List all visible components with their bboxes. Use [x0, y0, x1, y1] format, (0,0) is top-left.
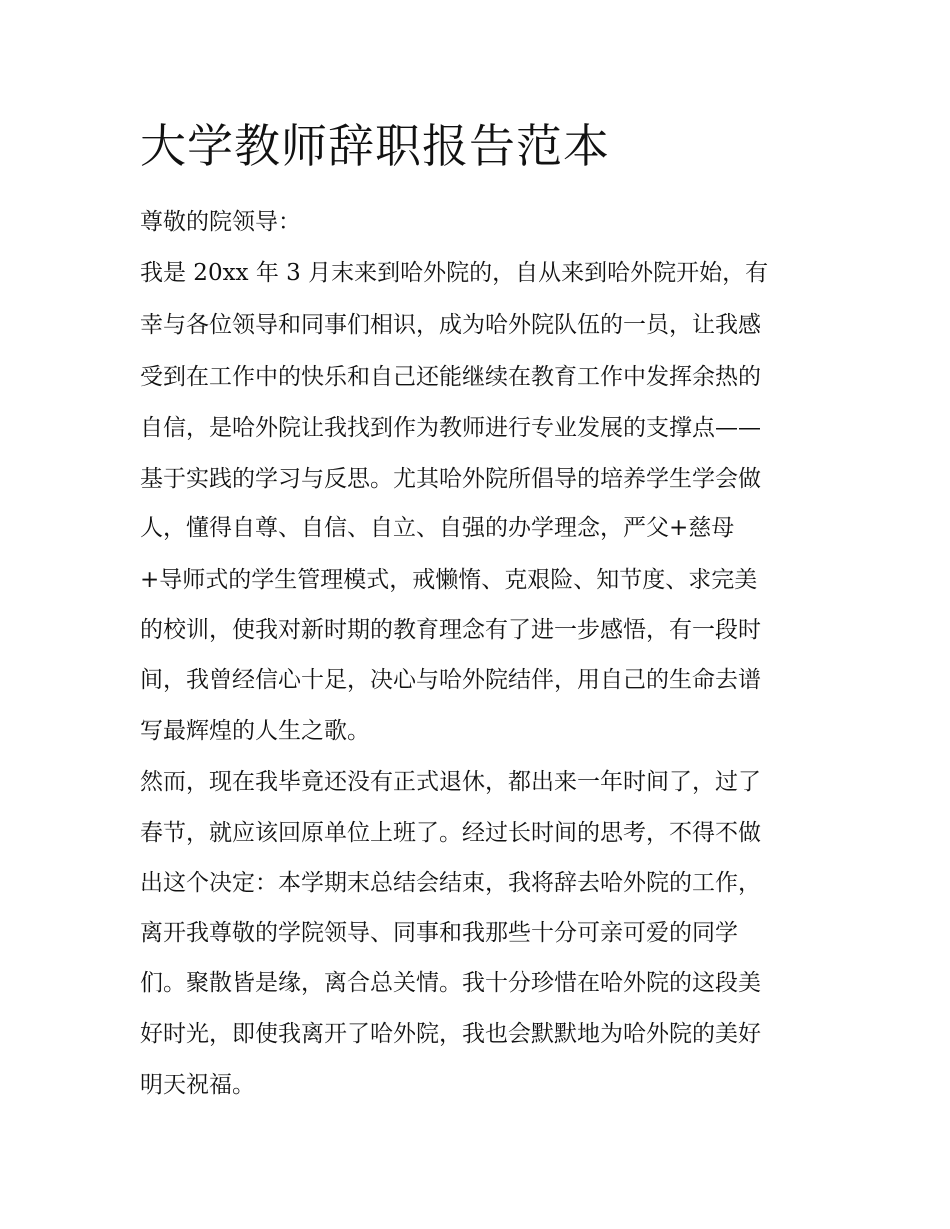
paragraph-line: 幸与各位领导和同事们相识，成为哈外院队伍的一员，让我感 [140, 312, 761, 338]
paragraph-line: 春节，就应该回原单位上班了。经过长时间的思考，不得不做 [140, 820, 761, 846]
paragraph-line: 们。聚散皆是缘，离合总关情。我十分珍惜在哈外院的这段美 [140, 970, 761, 996]
paragraph-line: 基于实践的学习与反思。尤其哈外院所倡导的培养学生学会做 [140, 466, 761, 492]
document-title: 大学教师辞职报告范本 [140, 119, 610, 173]
paragraph-line: +导师式的学生管理模式，戒懒惰、克艰险、知节度、求完美 [140, 567, 758, 593]
paragraph-line: 明天祝福。 [140, 1072, 255, 1098]
paragraph-line: 然而，现在我毕竟还没有正式退休，都出来一年时间了，过了 [140, 769, 761, 795]
paragraph-line: 间，我曾经信心十足，决心与哈外院结伴，用自己的生命去谱 [140, 667, 761, 693]
paragraph-line: 受到在工作中的快乐和自己还能继续在教育工作中发挥余热的 [140, 364, 761, 390]
paragraph-line: 出这个决定：本学期末总结会结束，我将辞去哈外院的工作， [140, 870, 761, 896]
paragraph-line: 离开我尊敬的学院领导、同事和我那些十分可亲可爱的同学 [140, 920, 738, 946]
paragraph-line: 写最辉煌的人生之歌。 [140, 718, 370, 744]
paragraph-line: 自信，是哈外院让我找到作为教师进行专业发展的支撑点—— [140, 415, 761, 441]
paragraph-line: 人，懂得自尊、自信、自立、自强的办学理念，严父+慈母 [140, 515, 735, 541]
salutation: 尊敬的院领导： [140, 209, 301, 235]
paragraph-line: 的校训，使我对新时期的教育理念有了进一步感悟，有一段时 [140, 617, 761, 643]
paragraph-line: 我是 20xx 年 3 月末来到哈外院的，自从来到哈外院开始，有 [140, 260, 769, 286]
paragraph-line: 好时光，即使我离开了哈外院，我也会默默地为哈外院的美好 [140, 1021, 761, 1047]
